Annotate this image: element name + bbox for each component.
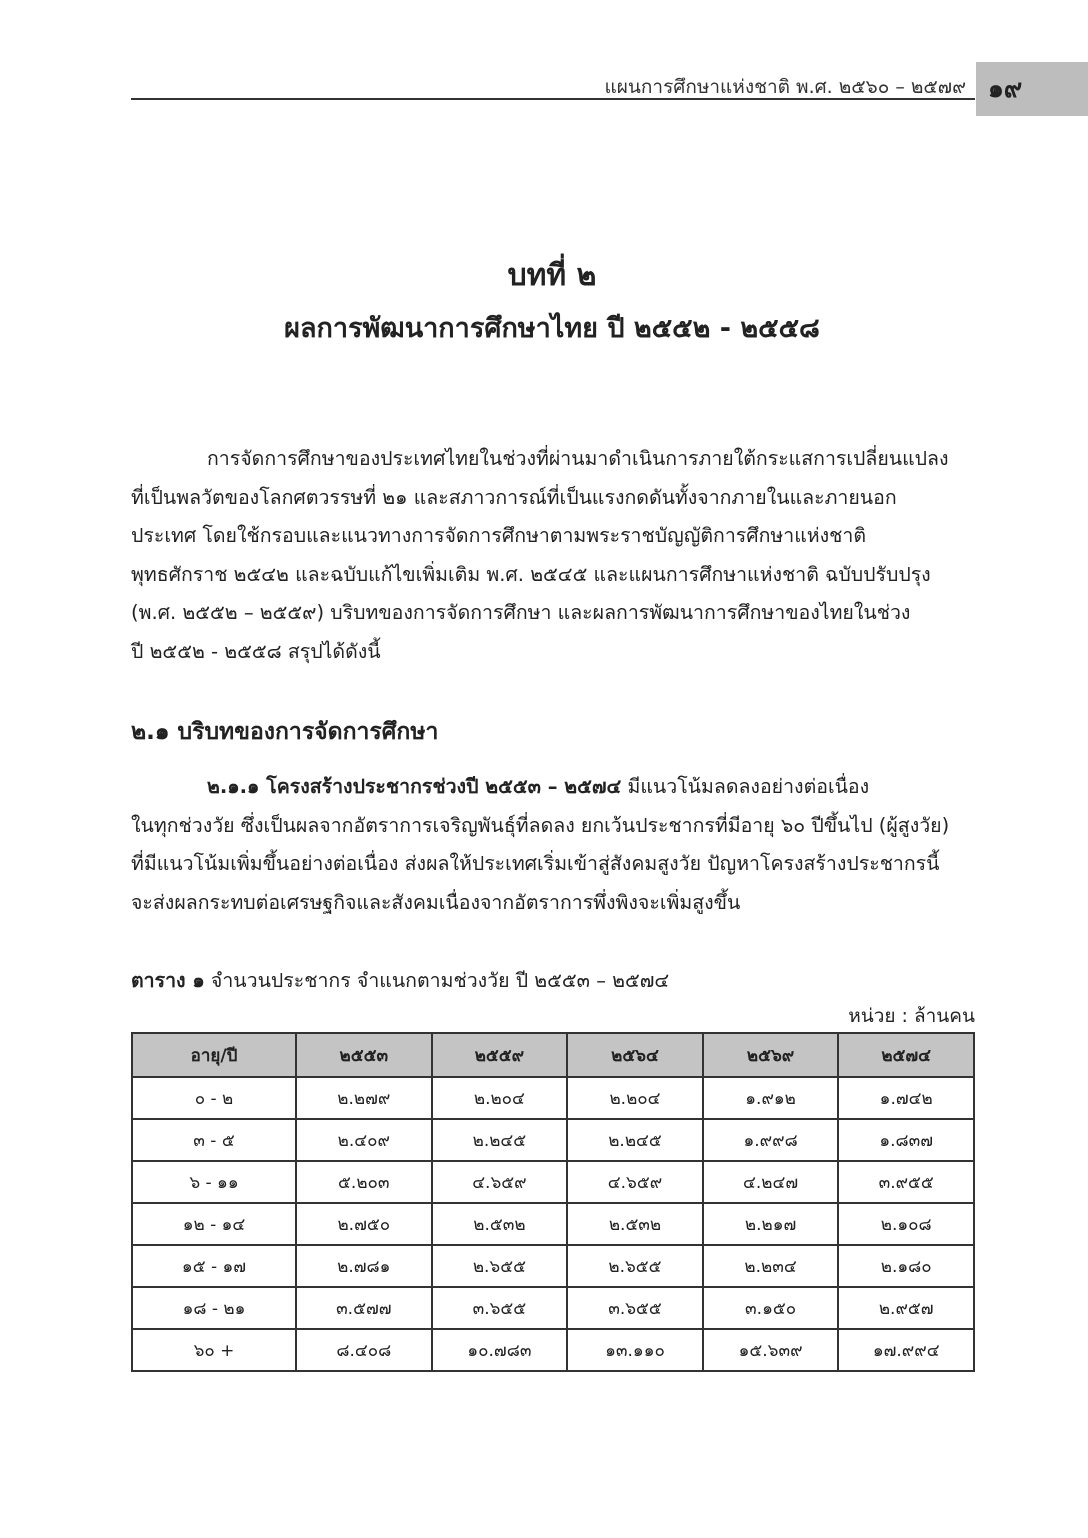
cell-value: ๔.๖๕๙ bbox=[432, 1161, 568, 1203]
chapter-title: ผลการพัฒนาการศึกษาไทย ปี ๒๕๕๒ - ๒๕๕๘ bbox=[284, 313, 820, 344]
cell-value: ๒.๕๓๒ bbox=[432, 1203, 568, 1245]
cell-value: ๓.๖๕๕ bbox=[567, 1287, 703, 1329]
cell-value: ๓.๙๕๕ bbox=[838, 1161, 974, 1203]
header-year: ๒๕๖๔ bbox=[567, 1033, 703, 1077]
section-heading: ๒.๑ บริบทของการจัดการศึกษา bbox=[131, 719, 439, 745]
cell-value: ๑.๗๔๒ bbox=[838, 1077, 974, 1119]
cell-value: ๒.๖๕๕ bbox=[567, 1245, 703, 1287]
cell-value: ๒.๒๐๔ bbox=[432, 1077, 568, 1119]
cell-value: ๘.๔๐๘ bbox=[296, 1329, 432, 1371]
cell-value: ๑๓.๑๑๐ bbox=[567, 1329, 703, 1371]
cell-value: ๒.๔๐๙ bbox=[296, 1119, 432, 1161]
cell-value: ๒.๗๕๐ bbox=[296, 1203, 432, 1245]
cell-value: ๒.๖๕๕ bbox=[432, 1245, 568, 1287]
cell-age-group: ๑๘ - ๒๑ bbox=[132, 1287, 296, 1329]
cell-value: ๓.๕๗๗ bbox=[296, 1287, 432, 1329]
cell-value: ๒.๒๓๔ bbox=[703, 1245, 839, 1287]
cell-age-group: ๓ - ๕ bbox=[132, 1119, 296, 1161]
cell-value: ๓.๑๕๐ bbox=[703, 1287, 839, 1329]
paragraph-line: ในทุกช่วงวัย ซึ่งเป็นผลจากอัตราการเจริญพันธุ์ที่ลดลง ยกเว้นประชากรที่มีอายุ ๖๐ ปีขึ้นไป (ผู้สูงวัย) bbox=[131, 813, 950, 837]
cell-value: ๑๕.๖๓๙ bbox=[703, 1329, 839, 1371]
table-caption-label: ตาราง ๑ bbox=[131, 969, 205, 992]
population-table bbox=[131, 1032, 975, 1372]
header-year: ๒๕๕๓ bbox=[296, 1033, 432, 1077]
cell-value: ๒.๑๘๐ bbox=[838, 1245, 974, 1287]
cell-value: ๒.๙๕๗ bbox=[838, 1287, 974, 1329]
header-age: อายุ/ปี bbox=[132, 1033, 296, 1077]
table-row bbox=[132, 1119, 974, 1161]
cell-value: ๔.๒๔๗ bbox=[703, 1161, 839, 1203]
cell-value: ๓.๖๕๕ bbox=[432, 1287, 568, 1329]
page-number-badge bbox=[976, 62, 1088, 116]
cell-age-group: ๖๐ + bbox=[132, 1329, 296, 1371]
table-header-row bbox=[132, 1033, 974, 1077]
header-divider bbox=[131, 98, 975, 100]
cell-value: ๑.๘๓๗ bbox=[838, 1119, 974, 1161]
page-number: ๑๙ bbox=[988, 74, 1023, 103]
table-row bbox=[132, 1077, 974, 1119]
table-row bbox=[132, 1203, 974, 1245]
cell-value: ๒.๒๐๔ bbox=[567, 1077, 703, 1119]
table-caption bbox=[131, 963, 669, 999]
cell-value: ๒.๕๓๒ bbox=[567, 1203, 703, 1245]
table-row bbox=[132, 1329, 974, 1371]
paragraph-line: ปี ๒๕๕๒ - ๒๕๕๘ สรุปได้ดังนี้ bbox=[131, 639, 381, 663]
subsection-heading: ๒.๑.๑ โครงสร้างประชากรช่วงปี ๒๕๕๓ – ๒๕๗๔ bbox=[207, 775, 622, 798]
paragraph-line: ประเทศ โดยใช้กรอบและแนวทางการจัดการศึกษาตามพระราชบัญญัติการศึกษาแห่งชาติ bbox=[131, 524, 867, 547]
table-row bbox=[132, 1161, 974, 1203]
cell-age-group: ๐ - ๒ bbox=[132, 1077, 296, 1119]
paragraph-line: พุทธศักราช ๒๕๔๒ และฉบับแก้ไขเพิ่มเติม พ.ศ. ๒๕๔๕ และแผนการศึกษาแห่งชาติ ฉบับปรับปรุง bbox=[131, 562, 931, 586]
cell-value: ๑.๙๑๒ bbox=[703, 1077, 839, 1119]
table-unit: หน่วย : ล้านคน bbox=[848, 1005, 975, 1027]
cell-value: ๒.๒๑๗ bbox=[703, 1203, 839, 1245]
intro-paragraph bbox=[131, 440, 975, 671]
cell-age-group: ๑๕ - ๑๗ bbox=[132, 1245, 296, 1287]
chapter-number: บทที่ ๒ bbox=[507, 258, 597, 293]
cell-value: ๕.๒๐๓ bbox=[296, 1161, 432, 1203]
cell-value: ๒.๗๘๑ bbox=[296, 1245, 432, 1287]
cell-value: ๒.๒๔๕ bbox=[567, 1119, 703, 1161]
cell-value: ๒.๑๐๘ bbox=[838, 1203, 974, 1245]
table-caption-text: จำนวนประชากร จำแนกตามช่วงวัย ปี ๒๕๕๓ – ๒๕๗๔ bbox=[204, 969, 670, 992]
paragraph-line: จะส่งผลกระทบต่อเศรษฐกิจและสังคมเนื่องจากอัตราการพึ่งพิงจะเพิ่มสูงขึ้น bbox=[131, 890, 741, 914]
cell-value: ๒.๒๗๙ bbox=[296, 1077, 432, 1119]
header-year: ๒๕๖๙ bbox=[703, 1033, 839, 1077]
cell-value: ๔.๖๕๙ bbox=[567, 1161, 703, 1203]
paragraph-text: มีแนวโน้มลดลงอย่างต่อเนื่อง bbox=[621, 775, 870, 798]
table-row bbox=[132, 1287, 974, 1329]
paragraph-line: ที่มีแนวโน้มเพิ่มขึ้นอย่างต่อเนื่อง ส่งผลให้ประเทศเริ่มเข้าสู่สังคมสูงวัย ปัญหาโครงสร้างประชากรนี้ bbox=[131, 852, 940, 875]
paragraph-line: การจัดการศึกษาของประเทศไทยในช่วงที่ผ่านมาดำเนินการภายใต้กระแสการเปลี่ยนแปลง bbox=[207, 447, 949, 470]
cell-value: ๑๐.๗๘๓ bbox=[432, 1329, 568, 1371]
paragraph-line: (พ.ศ. ๒๕๕๒ – ๒๕๕๙) บริบทของการจัดการศึกษา และผลการพัฒนาการศึกษาของไทยในช่วง bbox=[131, 601, 911, 624]
paragraph-line: ที่เป็นพลวัตของโลกศตวรรษที่ ๒๑ และสภาวการณ์ที่เป็นแรงกดดันทั้งจากภายในและภายนอก bbox=[131, 485, 897, 509]
paragraph-line bbox=[131, 768, 975, 807]
header-year: ๒๕๕๙ bbox=[432, 1033, 568, 1077]
cell-age-group: ๖ - ๑๑ bbox=[132, 1161, 296, 1203]
table-row bbox=[132, 1245, 974, 1287]
population-paragraph bbox=[131, 768, 975, 922]
cell-value: ๑๗.๙๙๔ bbox=[838, 1329, 974, 1371]
cell-value: ๒.๒๔๕ bbox=[432, 1119, 568, 1161]
running-header-title: แผนการศึกษาแห่งชาติ พ.ศ. ๒๕๖๐ – ๒๕๗๙ bbox=[604, 76, 966, 98]
header-year: ๒๕๗๔ bbox=[838, 1033, 974, 1077]
cell-value: ๑.๙๙๘ bbox=[703, 1119, 839, 1161]
cell-age-group: ๑๒ - ๑๔ bbox=[132, 1203, 296, 1245]
